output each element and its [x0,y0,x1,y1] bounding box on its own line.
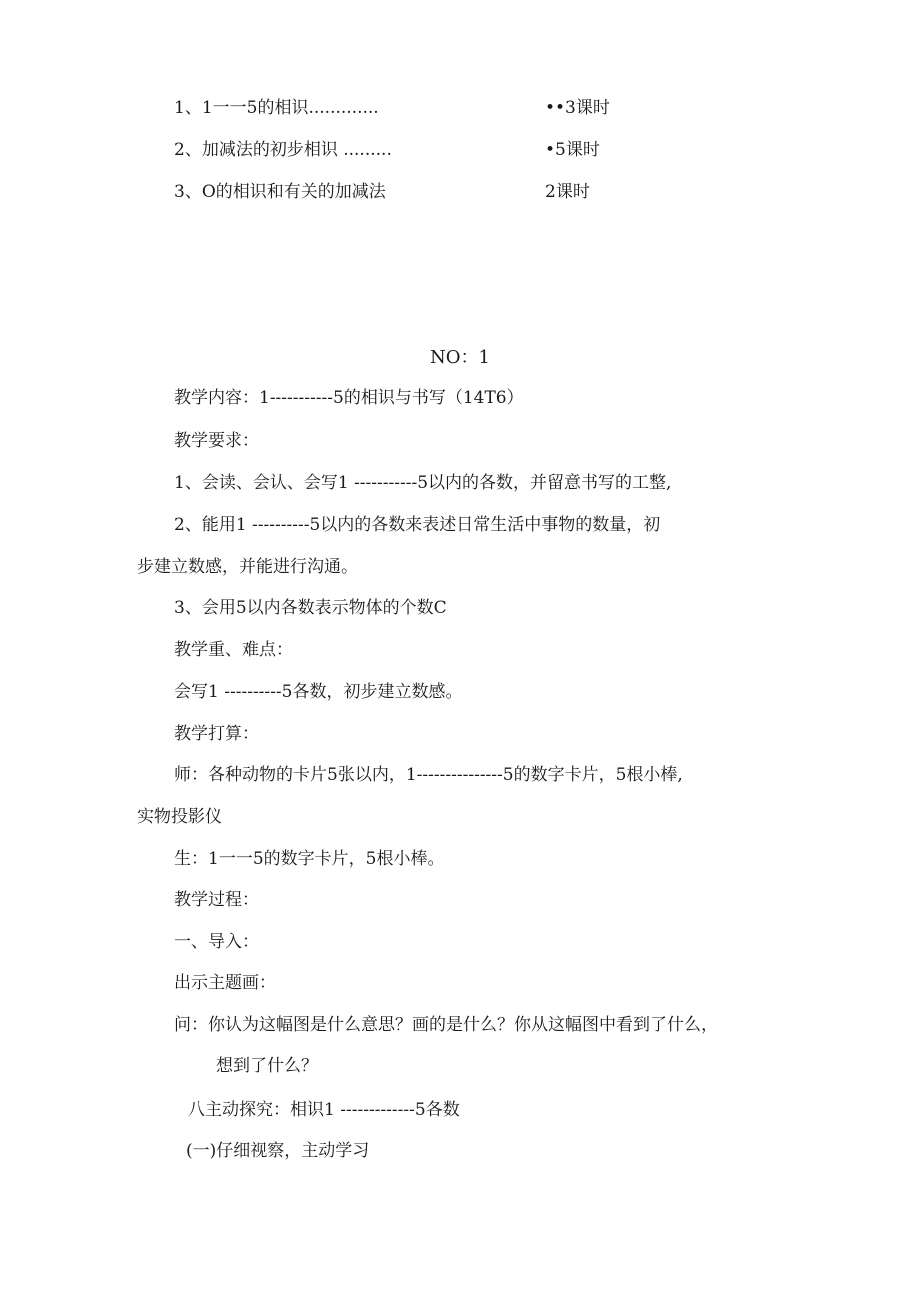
observe-subheading: (一)仔细视察，主动学习 [186,1141,370,1161]
preparation-student: 生：1一一5的数字卡片，5根小棒。 [174,849,445,869]
lesson-content: 教学内容：1-----------5的相识与书写（14T6） [174,388,524,408]
toc-item-2-hours: •5课时 [545,140,600,160]
explore-heading: 八主动探究：相识1 -------------5各数 [188,1100,460,1120]
show-theme-picture: 出示主题画： [174,973,276,993]
lesson-number: NO：1 [430,347,490,368]
requirement-2-line-1: 2、能用1 ----------5以内的各数来表述日常生活中事物的数量，初 [174,515,661,535]
question-line-2: 想到了什么？ [216,1056,318,1076]
toc-item-3-hours: 2课时 [545,182,590,202]
requirements-heading: 教学要求： [174,431,259,451]
key-points-text: 会写1 ----------5各数，初步建立数感。 [174,682,463,702]
question-line-1: 问：你认为这幅图是什么意思？画的是什么？你从这幅图中看到了什么， [174,1015,718,1035]
intro-heading: 一、导入： [174,932,259,952]
preparation-teacher-line-1: 师：各种动物的卡片5张以内，1---------------5的数字卡片，5根小棒, [174,765,683,785]
toc-item-1-hours: ••3课时 [545,98,610,118]
preparation-heading: 教学打算： [174,724,259,744]
key-points-heading: 教学重、难点： [174,640,293,660]
process-heading: 教学过程： [174,890,259,910]
requirement-3: 3、会用5以内各数表示物体的个数C [174,598,447,618]
toc-item-3-text: 3、O的相识和有关的加减法 [174,182,386,202]
requirement-1: 1、会读、会认、会写1 -----------5以内的各数，并留意书写的工整, [174,473,672,493]
toc-item-2-text: 2、加减法的初步相识 ......... [174,140,392,160]
toc-item-1-text: 1、1一一5的相识............. [174,98,379,118]
requirement-2-line-2: 步建立数感，并能进行沟通。 [137,557,358,577]
preparation-teacher-line-2: 实物投影仪 [137,807,222,827]
